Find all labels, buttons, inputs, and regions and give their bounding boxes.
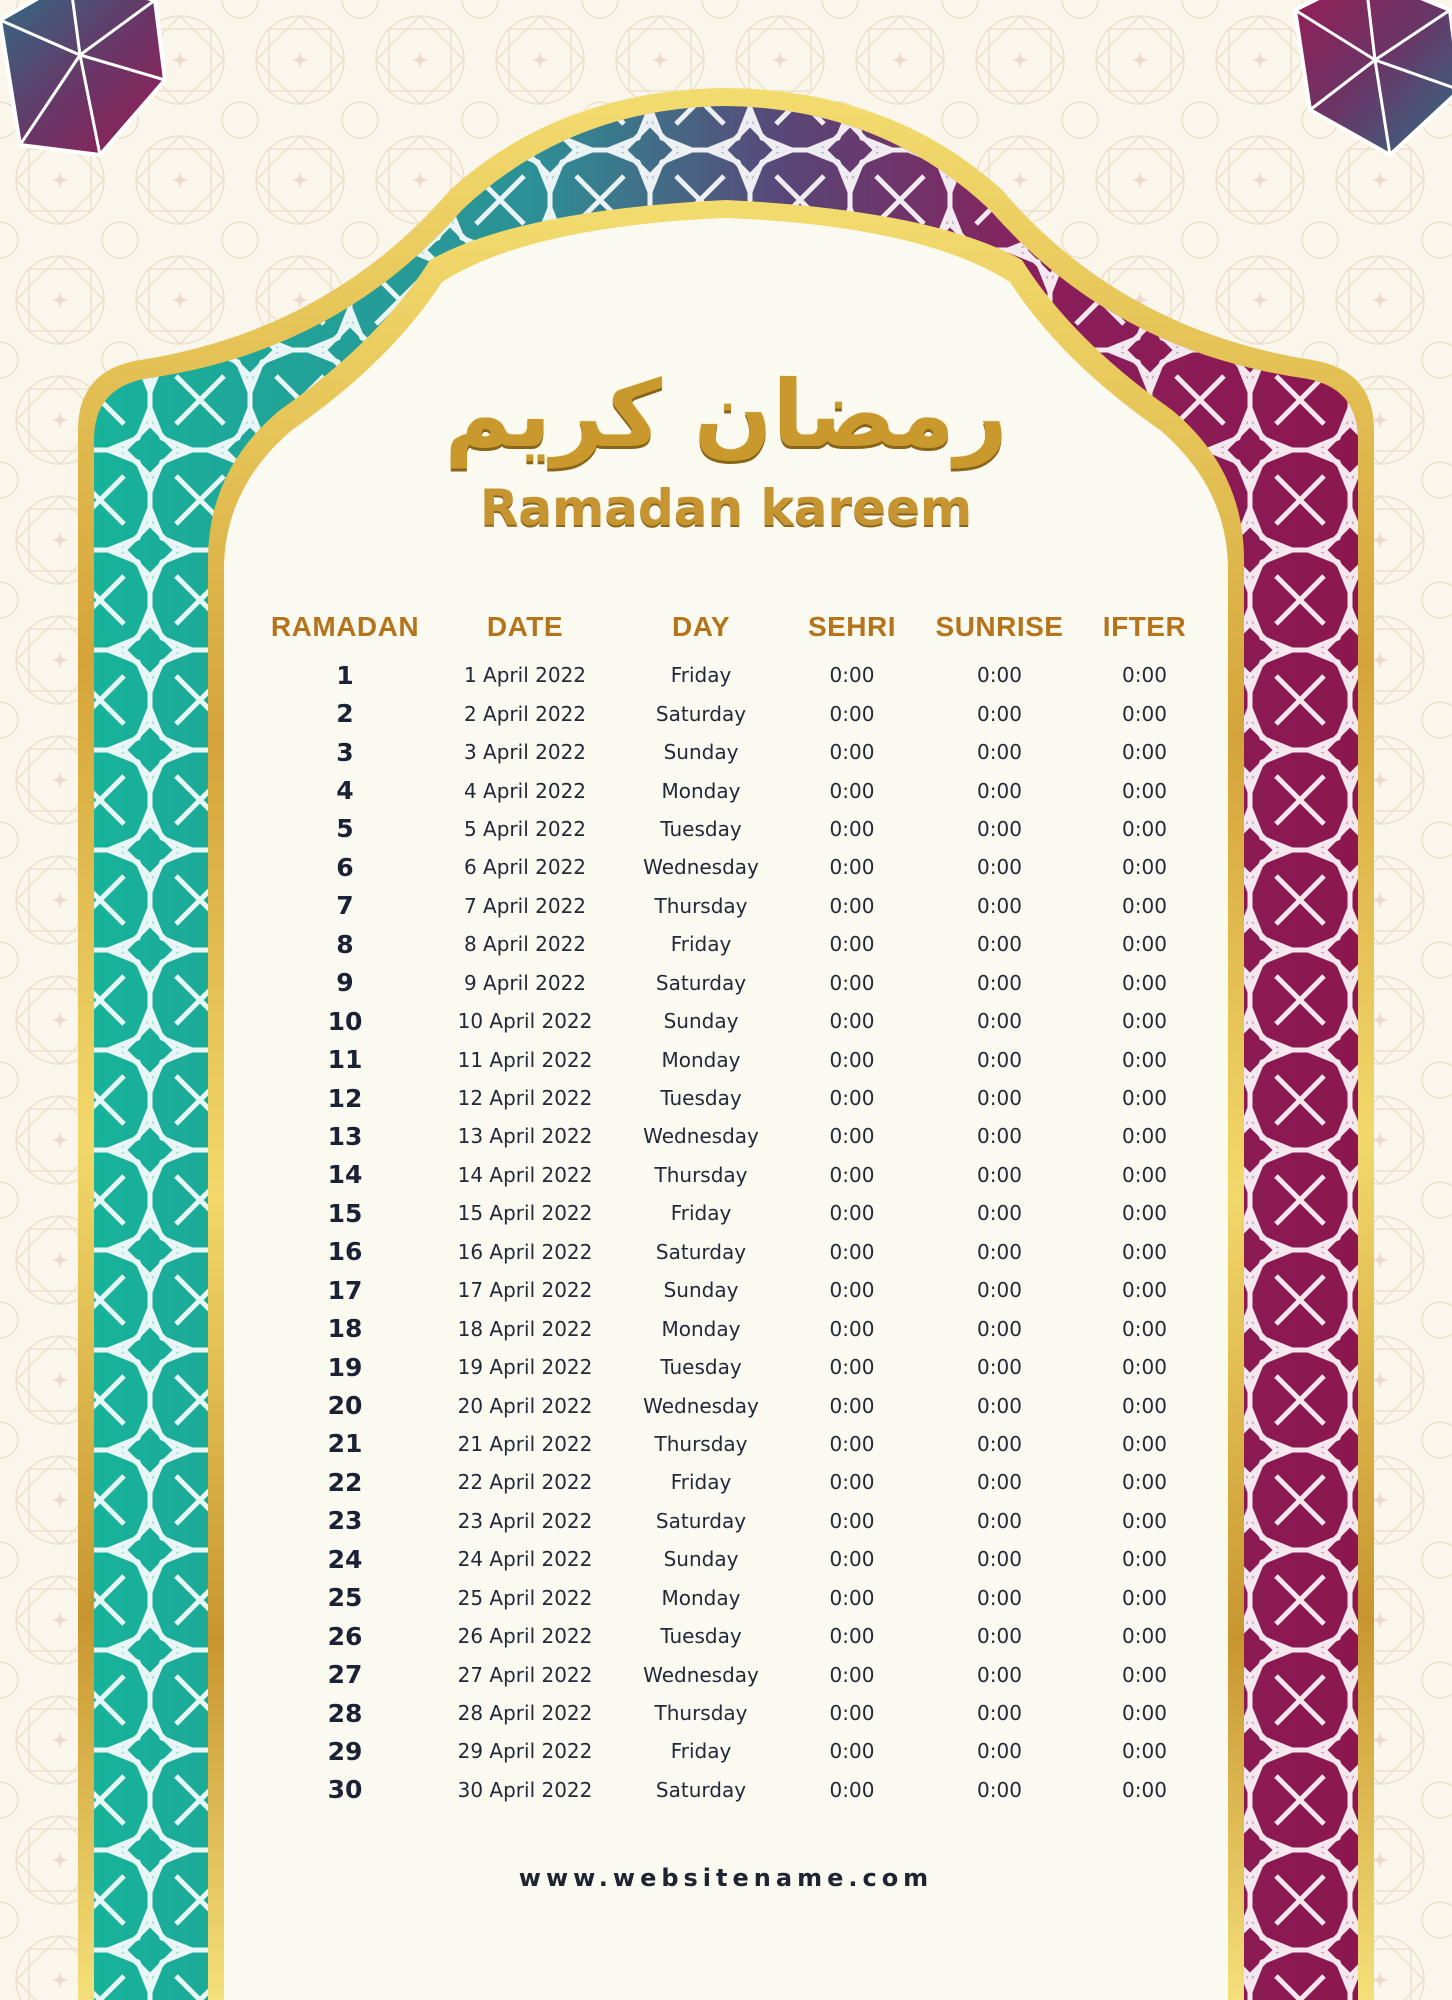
ifter-time: 0:00 bbox=[1122, 932, 1167, 957]
weekday: Wednesday bbox=[643, 1124, 759, 1149]
sehri-time: 0:00 bbox=[829, 1047, 875, 1072]
day-number: 15 bbox=[327, 1198, 363, 1228]
sunrise-time: 0:00 bbox=[977, 1547, 1022, 1572]
weekday: Sunday bbox=[663, 1547, 739, 1572]
table-row bbox=[255, 656, 1207, 694]
sehri-time: 0:00 bbox=[829, 1201, 875, 1226]
sunrise-time: 0:00 bbox=[977, 1470, 1022, 1495]
table-row bbox=[255, 1540, 1207, 1578]
sehri-time: 0:00 bbox=[829, 1239, 875, 1264]
sehri-time: 0:00 bbox=[829, 855, 875, 880]
title-arabic: رمضان كريم bbox=[444, 361, 1008, 468]
date: 6 April 2022 bbox=[463, 855, 587, 880]
date: 26 April 2022 bbox=[457, 1624, 593, 1649]
day-number: 12 bbox=[327, 1083, 363, 1113]
sunrise-time: 0:00 bbox=[977, 1355, 1022, 1380]
ifter-time: 0:00 bbox=[1122, 701, 1167, 726]
table-row bbox=[255, 1425, 1207, 1463]
weekday: Saturday bbox=[655, 701, 747, 726]
sunrise-time: 0:00 bbox=[977, 701, 1022, 726]
ifter-time: 0:00 bbox=[1122, 1278, 1167, 1303]
day-number: 10 bbox=[327, 1006, 363, 1036]
ifter-time: 0:00 bbox=[1122, 855, 1167, 880]
website-url: www.websitename.com bbox=[518, 1864, 934, 1892]
date: 17 April 2022 bbox=[457, 1278, 593, 1303]
ifter-time: 0:00 bbox=[1122, 1585, 1167, 1610]
sehri-time: 0:00 bbox=[829, 1547, 875, 1572]
weekday: Wednesday bbox=[643, 855, 759, 880]
ifter-time: 0:00 bbox=[1122, 1047, 1167, 1072]
sehri-time: 0:00 bbox=[829, 1624, 875, 1649]
weekday: Wednesday bbox=[643, 1662, 759, 1687]
date: 20 April 2022 bbox=[457, 1393, 593, 1418]
sunrise-time: 0:00 bbox=[977, 1162, 1022, 1187]
date: 14 April 2022 bbox=[457, 1162, 593, 1187]
header-date: DATE bbox=[486, 611, 564, 642]
ifter-time: 0:00 bbox=[1122, 1201, 1167, 1226]
date: 21 April 2022 bbox=[457, 1431, 593, 1456]
sunrise-time: 0:00 bbox=[977, 1047, 1022, 1072]
ifter-time: 0:00 bbox=[1122, 663, 1167, 688]
table-row bbox=[255, 1002, 1207, 1040]
date: 15 April 2022 bbox=[457, 1201, 593, 1226]
sehri-time: 0:00 bbox=[829, 663, 875, 688]
ifter-time: 0:00 bbox=[1122, 893, 1167, 918]
table-row bbox=[255, 925, 1207, 963]
day-number: 25 bbox=[327, 1583, 363, 1613]
date: 8 April 2022 bbox=[463, 932, 587, 957]
weekday: Thursday bbox=[654, 1431, 748, 1456]
day-number: 1 bbox=[336, 660, 354, 690]
table-row bbox=[255, 1771, 1207, 1809]
weekday: Sunday bbox=[663, 1278, 739, 1303]
sehri-time: 0:00 bbox=[829, 1739, 875, 1764]
header-day: DAY bbox=[671, 611, 731, 642]
ifter-time: 0:00 bbox=[1122, 1739, 1167, 1764]
weekday: Friday bbox=[670, 1470, 732, 1495]
table-row bbox=[255, 887, 1207, 925]
sunrise-time: 0:00 bbox=[977, 855, 1022, 880]
weekday: Thursday bbox=[654, 1701, 748, 1726]
ifter-time: 0:00 bbox=[1122, 970, 1167, 995]
sunrise-time: 0:00 bbox=[977, 1585, 1022, 1610]
day-number: 14 bbox=[327, 1160, 363, 1190]
date: 22 April 2022 bbox=[457, 1470, 593, 1495]
day-number: 23 bbox=[327, 1506, 363, 1536]
weekday: Saturday bbox=[655, 1508, 747, 1533]
weekday: Monday bbox=[661, 1316, 741, 1341]
sunrise-time: 0:00 bbox=[977, 663, 1022, 688]
date: 4 April 2022 bbox=[463, 778, 587, 803]
table-row bbox=[255, 1579, 1207, 1617]
table-row bbox=[255, 1732, 1207, 1770]
weekday: Tuesday bbox=[660, 1086, 742, 1111]
day-number: 2 bbox=[336, 699, 354, 729]
sunrise-time: 0:00 bbox=[977, 932, 1022, 957]
table-row bbox=[255, 1502, 1207, 1540]
date: 3 April 2022 bbox=[463, 740, 587, 765]
day-number: 27 bbox=[327, 1660, 363, 1690]
date: 23 April 2022 bbox=[457, 1508, 593, 1533]
sunrise-time: 0:00 bbox=[977, 1393, 1022, 1418]
sunrise-time: 0:00 bbox=[977, 893, 1022, 918]
day-number: 6 bbox=[336, 852, 354, 882]
weekday: Monday bbox=[661, 1047, 741, 1072]
table-row bbox=[255, 1271, 1207, 1309]
date: 7 April 2022 bbox=[463, 893, 587, 918]
table-row bbox=[255, 1117, 1207, 1155]
table-row bbox=[255, 1194, 1207, 1232]
sehri-time: 0:00 bbox=[829, 1431, 875, 1456]
day-number: 19 bbox=[327, 1352, 363, 1382]
sehri-time: 0:00 bbox=[829, 1278, 875, 1303]
weekday: Tuesday bbox=[660, 1355, 742, 1380]
date: 5 April 2022 bbox=[463, 816, 587, 841]
day-number: 30 bbox=[327, 1775, 363, 1805]
date: 2 April 2022 bbox=[463, 701, 587, 726]
ifter-time: 0:00 bbox=[1122, 1470, 1167, 1495]
table-row bbox=[255, 1156, 1207, 1194]
date: 18 April 2022 bbox=[457, 1316, 593, 1341]
sunrise-time: 0:00 bbox=[977, 1701, 1022, 1726]
ifter-time: 0:00 bbox=[1122, 1239, 1167, 1264]
ifter-time: 0:00 bbox=[1122, 1009, 1167, 1034]
sehri-time: 0:00 bbox=[829, 1009, 875, 1034]
day-number: 4 bbox=[336, 776, 354, 806]
sunrise-time: 0:00 bbox=[977, 1201, 1022, 1226]
weekday: Tuesday bbox=[660, 1624, 742, 1649]
date: 27 April 2022 bbox=[457, 1662, 593, 1687]
day-number: 17 bbox=[327, 1275, 363, 1305]
table-header-row bbox=[255, 598, 1207, 656]
table-row bbox=[255, 694, 1207, 732]
day-number: 3 bbox=[336, 737, 354, 767]
day-number: 9 bbox=[336, 968, 354, 998]
day-number: 22 bbox=[327, 1467, 363, 1497]
weekday: Sunday bbox=[663, 740, 739, 765]
weekday: Friday bbox=[670, 932, 732, 957]
sehri-time: 0:00 bbox=[829, 1162, 875, 1187]
ifter-time: 0:00 bbox=[1122, 778, 1167, 803]
sehri-time: 0:00 bbox=[829, 1355, 875, 1380]
day-number: 21 bbox=[327, 1429, 363, 1459]
sunrise-time: 0:00 bbox=[977, 1662, 1022, 1687]
header-ramadan: RAMADAN bbox=[270, 611, 420, 642]
table-row bbox=[255, 1040, 1207, 1078]
date: 29 April 2022 bbox=[457, 1739, 593, 1764]
table-row bbox=[255, 1233, 1207, 1271]
ifter-time: 0:00 bbox=[1122, 1124, 1167, 1149]
sehri-time: 0:00 bbox=[829, 816, 875, 841]
weekday: Saturday bbox=[655, 1777, 747, 1802]
sunrise-time: 0:00 bbox=[977, 1124, 1022, 1149]
sunrise-time: 0:00 bbox=[977, 1239, 1022, 1264]
ramadan-schedule-table bbox=[255, 598, 1207, 1809]
ifter-time: 0:00 bbox=[1122, 1162, 1167, 1187]
sehri-time: 0:00 bbox=[829, 1316, 875, 1341]
table-row bbox=[255, 1348, 1207, 1386]
sunrise-time: 0:00 bbox=[977, 1508, 1022, 1533]
day-number: 20 bbox=[327, 1391, 363, 1421]
header-ifter: IFTER bbox=[1102, 611, 1187, 642]
table-row bbox=[255, 771, 1207, 809]
table-row bbox=[255, 1079, 1207, 1117]
weekday: Monday bbox=[661, 1585, 741, 1610]
day-number: 5 bbox=[336, 814, 354, 844]
weekday: Saturday bbox=[655, 1239, 747, 1264]
sunrise-time: 0:00 bbox=[977, 1316, 1022, 1341]
table-row bbox=[255, 1655, 1207, 1693]
day-number: 26 bbox=[327, 1621, 363, 1651]
date: 12 April 2022 bbox=[457, 1086, 593, 1111]
sunrise-time: 0:00 bbox=[977, 1777, 1022, 1802]
weekday: Friday bbox=[670, 1739, 732, 1764]
ifter-time: 0:00 bbox=[1122, 740, 1167, 765]
weekday: Saturday bbox=[655, 970, 747, 995]
sehri-time: 0:00 bbox=[829, 740, 875, 765]
weekday: Monday bbox=[661, 778, 741, 803]
ifter-time: 0:00 bbox=[1122, 1624, 1167, 1649]
ifter-time: 0:00 bbox=[1122, 1547, 1167, 1572]
header-sehri: SEHRI bbox=[807, 611, 897, 642]
sunrise-time: 0:00 bbox=[977, 778, 1022, 803]
day-number: 11 bbox=[327, 1045, 363, 1075]
sunrise-time: 0:00 bbox=[977, 816, 1022, 841]
sunrise-time: 0:00 bbox=[977, 1278, 1022, 1303]
ifter-time: 0:00 bbox=[1122, 1777, 1167, 1802]
sehri-time: 0:00 bbox=[829, 970, 875, 995]
table-row bbox=[255, 1463, 1207, 1501]
sunrise-time: 0:00 bbox=[977, 740, 1022, 765]
sunrise-time: 0:00 bbox=[977, 1086, 1022, 1111]
title-english: Ramadan kareem bbox=[479, 479, 973, 537]
ifter-time: 0:00 bbox=[1122, 1316, 1167, 1341]
sehri-time: 0:00 bbox=[829, 1124, 875, 1149]
date: 19 April 2022 bbox=[457, 1355, 593, 1380]
sehri-time: 0:00 bbox=[829, 932, 875, 957]
ifter-time: 0:00 bbox=[1122, 1701, 1167, 1726]
weekday: Thursday bbox=[654, 893, 748, 918]
sunrise-time: 0:00 bbox=[977, 1739, 1022, 1764]
sehri-time: 0:00 bbox=[829, 1508, 875, 1533]
table-row bbox=[255, 1617, 1207, 1655]
sehri-time: 0:00 bbox=[829, 1662, 875, 1687]
weekday: Wednesday bbox=[643, 1393, 759, 1418]
weekday: Sunday bbox=[663, 1009, 739, 1034]
sunrise-time: 0:00 bbox=[977, 1431, 1022, 1456]
weekday: Tuesday bbox=[660, 816, 742, 841]
sehri-time: 0:00 bbox=[829, 1585, 875, 1610]
date: 9 April 2022 bbox=[463, 970, 587, 995]
date: 13 April 2022 bbox=[457, 1124, 593, 1149]
table-row bbox=[255, 733, 1207, 771]
day-number: 28 bbox=[327, 1698, 363, 1728]
sehri-time: 0:00 bbox=[829, 778, 875, 803]
weekday: Thursday bbox=[654, 1162, 748, 1187]
ifter-time: 0:00 bbox=[1122, 1393, 1167, 1418]
day-number: 7 bbox=[336, 891, 354, 921]
weekday: Friday bbox=[670, 663, 732, 688]
table-row bbox=[255, 964, 1207, 1002]
date: 11 April 2022 bbox=[457, 1047, 593, 1072]
ifter-time: 0:00 bbox=[1122, 1662, 1167, 1687]
date: 1 April 2022 bbox=[463, 663, 587, 688]
ifter-time: 0:00 bbox=[1122, 1086, 1167, 1111]
date: 25 April 2022 bbox=[457, 1585, 593, 1610]
sehri-time: 0:00 bbox=[829, 1393, 875, 1418]
header-sunrise: SUNRISE bbox=[935, 611, 1064, 642]
sunrise-time: 0:00 bbox=[977, 970, 1022, 995]
ifter-time: 0:00 bbox=[1122, 1508, 1167, 1533]
table-row bbox=[255, 1309, 1207, 1347]
sehri-time: 0:00 bbox=[829, 893, 875, 918]
ifter-time: 0:00 bbox=[1122, 1355, 1167, 1380]
table-row bbox=[255, 1386, 1207, 1424]
sehri-time: 0:00 bbox=[829, 1777, 875, 1802]
weekday: Friday bbox=[670, 1201, 732, 1226]
sunrise-time: 0:00 bbox=[977, 1009, 1022, 1034]
date: 28 April 2022 bbox=[457, 1701, 593, 1726]
sehri-time: 0:00 bbox=[829, 1086, 875, 1111]
day-number: 24 bbox=[327, 1544, 363, 1574]
day-number: 16 bbox=[327, 1237, 363, 1267]
sehri-time: 0:00 bbox=[829, 1470, 875, 1495]
sehri-time: 0:00 bbox=[829, 701, 875, 726]
day-number: 29 bbox=[327, 1736, 363, 1766]
ifter-time: 0:00 bbox=[1122, 816, 1167, 841]
date: 16 April 2022 bbox=[457, 1239, 593, 1264]
day-number: 18 bbox=[327, 1314, 363, 1344]
sunrise-time: 0:00 bbox=[977, 1624, 1022, 1649]
date: 30 April 2022 bbox=[457, 1777, 593, 1802]
date: 10 April 2022 bbox=[457, 1009, 593, 1034]
sehri-time: 0:00 bbox=[829, 1701, 875, 1726]
table-row bbox=[255, 810, 1207, 848]
table-row bbox=[255, 848, 1207, 886]
ifter-time: 0:00 bbox=[1122, 1431, 1167, 1456]
day-number: 8 bbox=[336, 929, 354, 959]
date: 24 April 2022 bbox=[457, 1547, 593, 1572]
table-row bbox=[255, 1694, 1207, 1732]
day-number: 13 bbox=[327, 1121, 363, 1151]
